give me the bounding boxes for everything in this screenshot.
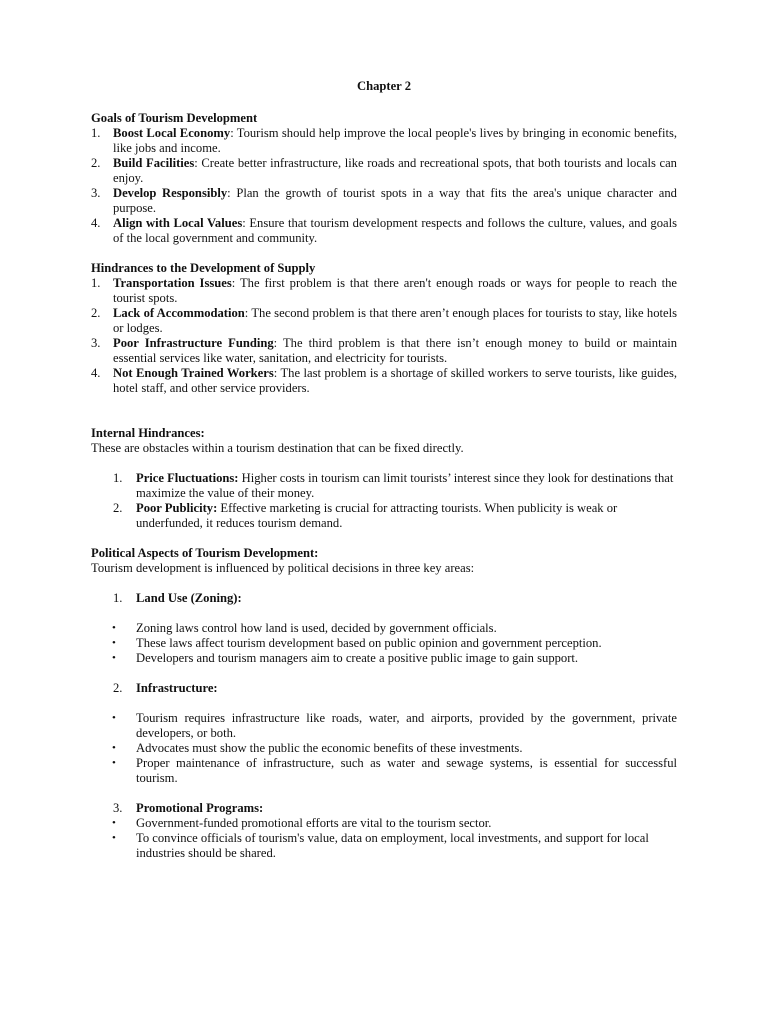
infrastructure-bullets <box>91 711 677 786</box>
list-item: • To convince officials of tourism's value, data on employment, local investments, and support for local industries should be shared. <box>112 831 649 860</box>
list-item: • Tourism requires infrastructure like roads, water, and airports, provided by the government, private developers, or both. <box>112 711 677 740</box>
list-item: • These laws affect tourism development based on public opinion and government perception. <box>112 636 602 650</box>
chapter-title: Chapter 2 <box>357 79 411 93</box>
internal-hindrances-intro: These are obstacles within a tourism destination that can be fixed directly. <box>91 441 464 455</box>
political-aspects-heading: Political Aspects of Tourism Development: <box>91 546 319 560</box>
hindrances-list <box>91 276 677 396</box>
bullet-glyph: • <box>112 622 116 634</box>
goals-heading: Goals of Tourism Development <box>91 111 258 125</box>
bullet-glyph: • <box>112 637 116 649</box>
list-item: 3. Develop Responsibly: Plan the growth of tourist spots in a way that fits the area's unique character and purpose. <box>91 186 677 215</box>
list-item: 3. Poor Infrastructure Funding: The third problem is that there isn’t enough money to build or maintain essential services like water, sanitation, and electricity for tourists. <box>91 336 677 365</box>
promotional-programs-bullets <box>91 816 677 861</box>
area-promotional-programs <box>91 801 677 816</box>
bullet-glyph: • <box>112 757 116 769</box>
list-item: • Developers and tourism managers aim to create a positive public image to gain support. <box>112 651 579 665</box>
bullet-glyph: • <box>112 742 116 754</box>
list-item: • Zoning laws control how land is used, decided by government officials. <box>112 621 497 635</box>
list-item: 1. Boost Local Economy: Tourism should help improve the local people's lives by bringing in economic benefits, like jobs and income. <box>91 126 678 155</box>
list-item: • Advocates must show the public the economic benefits of these investments. <box>112 741 523 755</box>
bullet-glyph: • <box>112 712 116 724</box>
list-item: 1. Price Fluctuations: Higher costs in tourism can limit tourists’ interest since they look for destinations that maximize the value of their money. <box>113 471 674 500</box>
hindrances-heading: Hindrances to the Development of Supply <box>91 261 316 275</box>
list-item: 2. Build Facilities: Create better infrastructure, like roads and recreational spots, that both tourists and locals can enjoy. <box>91 156 677 185</box>
internal-hindrances-list <box>91 471 677 531</box>
list-item: • Government-funded promotional efforts are vital to the tourism sector. <box>112 816 492 830</box>
list-item: 1. Transportation Issues: The first problem is that there aren't enough roads or ways for people to reach the tourist spots. <box>91 276 678 305</box>
list-item: 2. Poor Publicity: Effective marketing is crucial for attracting tourists. When publicity is weak or underfunded, it reduces tourism demand. <box>113 501 618 530</box>
land-use-bullets <box>91 621 677 666</box>
internal-hindrances-heading: Internal Hindrances: <box>91 426 205 440</box>
area-land-use <box>91 591 677 606</box>
goals-list <box>91 126 677 246</box>
document-body <box>91 79 677 861</box>
area-title: 3. Promotional Programs: <box>113 801 264 815</box>
list-item: 2. Lack of Accommodation: The second problem is that there aren’t enough places for tourists to stay, like hotels or lodges. <box>91 306 677 335</box>
area-infrastructure <box>91 681 677 696</box>
bullet-glyph: • <box>112 652 116 664</box>
area-title: 1. Land Use (Zoning): <box>113 591 242 605</box>
bullet-glyph: • <box>112 832 116 844</box>
list-item: 4. Not Enough Trained Workers: The last problem is a shortage of skilled workers to serve tourists, like guides, hotel staff, and other service providers. <box>91 366 677 395</box>
bullet-glyph: • <box>112 817 116 829</box>
list-item: • Proper maintenance of infrastructure, such as water and sewage systems, is essential for successful tourism. <box>112 756 677 785</box>
political-aspects-intro: Tourism development is influenced by political decisions in three key areas: <box>91 561 475 575</box>
list-item: 4. Align with Local Values: Ensure that tourism development respects and follows the culture, values, and goals of the local government and community. <box>91 216 677 245</box>
area-title: 2. Infrastructure: <box>113 681 218 695</box>
